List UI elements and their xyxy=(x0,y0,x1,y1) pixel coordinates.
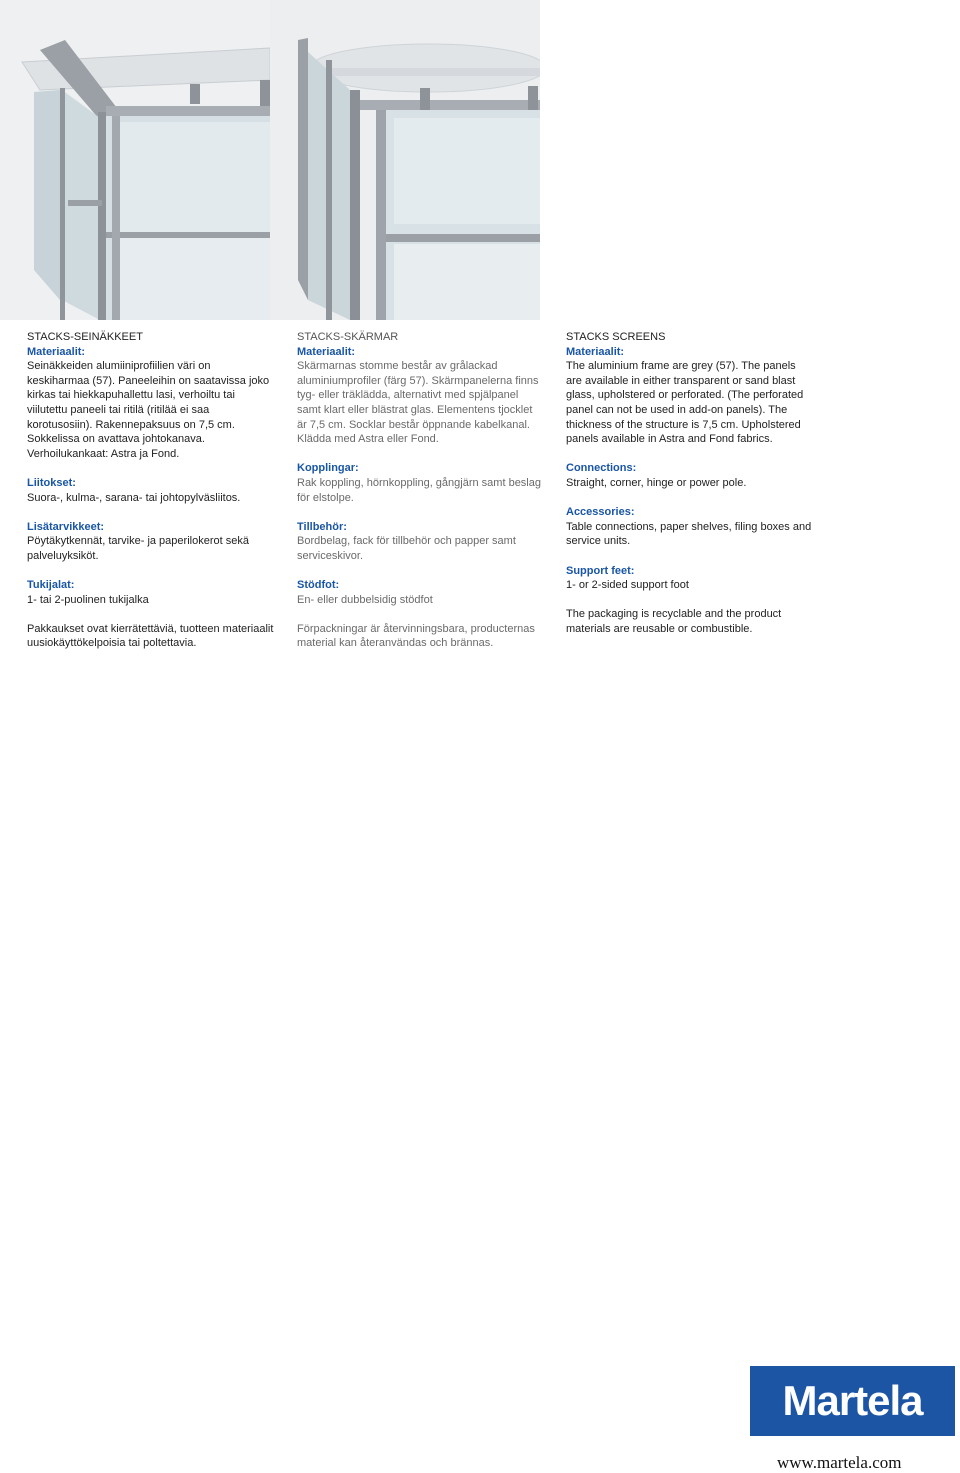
connections-text: Rak koppling, hörnkoppling, gångjärn samt beslag för elstolpe. xyxy=(297,476,541,504)
column-finnish xyxy=(27,330,275,666)
materials-text: The aluminium frame are grey (57). The panels are available in either transparent or sand blast glass, upholstered or perforated. (The perforated panel can not be used in add-on panels). The thickness of the structure is 7,5 cm. Upholstered panels available in Astra and Fond fabrics. xyxy=(566,360,804,446)
accessories-text: Table connections, paper shelves, filing boxes and service units. xyxy=(566,520,812,548)
section-title: STACKS-SKÄRMAR xyxy=(297,331,399,343)
accessories-text: Pöytäkytkennät, tarvike- ja paperilokerot sekä palveluyksiköt. xyxy=(27,535,249,562)
screen-illustration-2 xyxy=(270,0,540,320)
connections-text: Suora-, kulma-, sarana- tai johtopylväsliitos. xyxy=(27,491,241,504)
support-feet-heading: Support feet: xyxy=(566,564,635,577)
materials-heading: Materiaalit: xyxy=(297,345,356,358)
product-photo-round-table xyxy=(270,0,540,320)
section-title: STACKS SCREENS xyxy=(566,331,666,343)
materials-heading: Materiaalit: xyxy=(27,345,86,358)
accessories-heading: Tillbehör: xyxy=(297,520,347,533)
support-feet-text: 1- or 2-sided support foot xyxy=(566,579,689,592)
materials-text: Skärmarnas stomme består av grålackad aluminiumprofiler (färg 57). Skärmpanelerna finns tyg- eller träklädda, alternativt med spjälpanel samt klart eller blästrat glas. Elementens tjocklet är 7,5 cm. Socklar består öppnande kabelkanal. Klädda med Astra eller Fond. xyxy=(297,360,539,446)
connections-heading: Kopplingar: xyxy=(297,462,359,475)
packaging-text: The packaging is recyclable and the product materials are reusable or combustible. xyxy=(566,608,782,635)
support-feet-text: En- eller dubbelsidig stödfot xyxy=(297,593,433,606)
connections-text: Straight, corner, hinge or power pole. xyxy=(566,476,747,489)
accessories-heading: Accessories: xyxy=(566,506,635,519)
product-photo-corner xyxy=(0,0,270,320)
materials-text: Seinäkkeiden alumiiniprofiilien väri on keskiharmaa (57). Paneeleihin on saatavissa joko kirkas tai hiekkapuhallettu lasi, verhoiltu tai viilutettu paneeli tai ritilä (ritilää ei saa korotusosiin). Rakennepaksuus on 7,5 cm. Sokkelissa on avattava johtokanava. Verhoilukankaat: Astra ja Fond. xyxy=(27,360,270,460)
screen-illustration xyxy=(0,0,270,320)
support-feet-heading: Stödfot: xyxy=(297,579,340,592)
packaging-text: Pakkaukset ovat kierrätettäviä, tuotteen materiaalit uusiokäyttökelpoisia tai poltettavia. xyxy=(27,622,274,650)
accessories-heading: Lisätarvikkeet: xyxy=(27,520,105,533)
materials-heading: Materiaalit: xyxy=(566,345,625,358)
support-feet-text: 1- tai 2-puolinen tukijalka xyxy=(27,593,149,606)
connections-heading: Liitokset: xyxy=(27,476,76,489)
column-english xyxy=(566,330,814,651)
packaging-text: Förpackningar är återvinningsbara, producternas material kan återanvändas och brännas. xyxy=(297,622,535,650)
website-url[interactable]: www.martela.com xyxy=(777,1453,902,1472)
martela-logo xyxy=(750,1366,955,1436)
support-feet-heading: Tukijalat: xyxy=(27,579,75,592)
section-title: STACKS-SEINÄKKEET xyxy=(27,331,143,343)
connections-heading: Connections: xyxy=(566,462,637,475)
accessories-text: Bordbelag, fack för tillbehör och papper samt serviceskivor. xyxy=(297,535,516,562)
logo-wordmark: Martela xyxy=(782,1377,923,1424)
column-swedish xyxy=(297,330,545,666)
